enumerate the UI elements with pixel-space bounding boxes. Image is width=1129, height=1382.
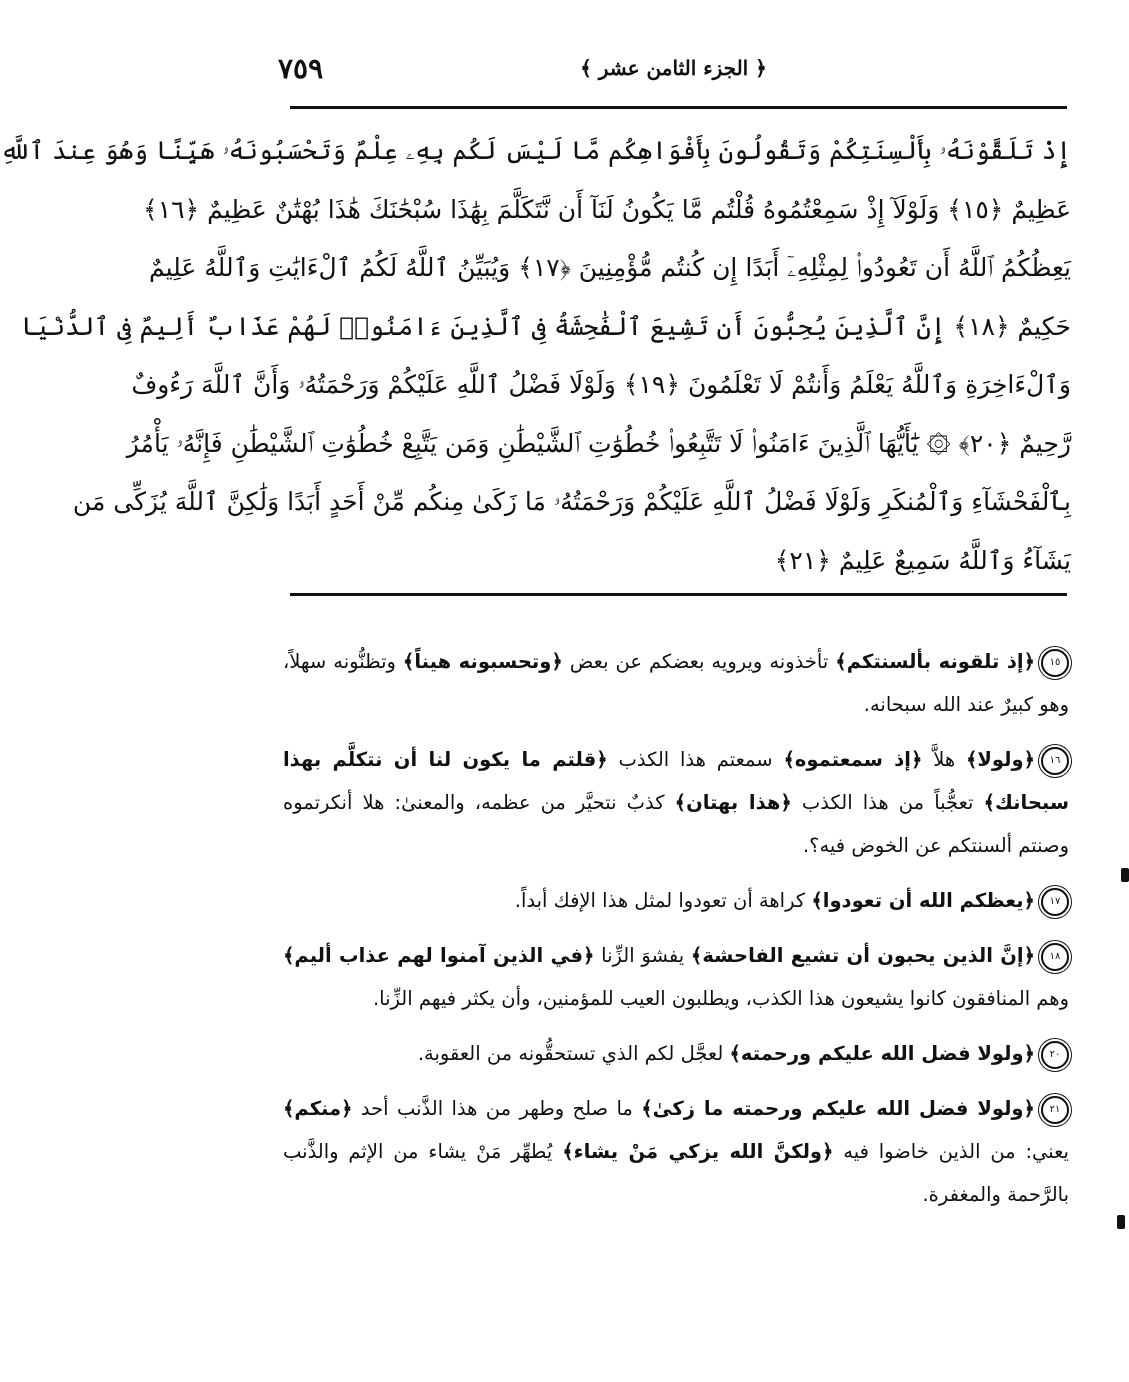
quoted-verse-text: ﴿إذ سمعتموه﴾ [783,748,923,771]
commentary-text: وهم المنافقون كانوا يشيعون هذا الكذب، ويطلبون العيب للمؤمنين، وأن يكثر فيهم الزِّنا. [372,987,1069,1010]
running-title: ﴿ الجزء الثامن عشر ﴾ [580,56,767,80]
quran-line: حَكِيمٌ ﴿١٨﴾ إِنَّ ٱلَّذِينَ يُحِبُّونَ أَن تَشِيعَ ٱلْفَٰحِشَةُ فِى ٱلَّذِينَ ءَامَنُوا۟ لَهُمْ عَذَابٌ أَلِيمٌ فِى ٱلدُّنْيَا [21,311,1071,341]
quoted-verse-text: ﴿يعظكم الله أن تعودوا﴾ [811,889,1035,912]
commentary-text: كراهة أن تعودوا لمثل هذا الإفك أبداً. [514,889,812,912]
margin-mark [1117,1215,1125,1229]
commentary-text: ما صلح وطهر من هذا الذَّنب أحد [352,1097,642,1120]
quoted-verse-text: ﴿في الذين آمنوا لهم عذاب أليم﴾ [283,944,595,967]
commentary-text: وتظنُّونه سهلاً، وهو كبيرٌ عند الله سبحانه. [283,650,1069,716]
page-header [278,52,1069,92]
verse-number-badge: ١٧ [1041,888,1069,916]
quoted-verse-text: ﴿وتحسبونه هيناً﴾ [402,650,563,673]
commentary-text: يُطهِّر مَنْ يشاء من الإثم والذَّنب بالرَّحمة والمغفرة. [283,1140,1069,1206]
tafsir-entry [283,640,1069,726]
quoted-verse-text: ﴿هذا بهتان﴾ [674,791,792,814]
tafsir-entry [283,738,1069,867]
verse-number-badge: ١٦ [1041,747,1069,775]
section-divider [290,593,1067,596]
quoted-verse-text: ﴿إذ تلقونه بألسنتكم﴾ [835,650,1036,673]
commentary-text: يفشوَ الزِّنا [594,944,691,967]
commentary-text: كذبٌ نتحيَّر من عظمه، والمعنىٰ: هلا أنكرتموه وصنتم ألسنتكم عن الخوض فيه؟. [283,791,1069,857]
tafsir-entry [283,1032,1069,1075]
quoted-verse-text: ﴿ولولا فضل الله عليكم ورحمته﴾ [729,1042,1035,1065]
header-divider [290,106,1067,109]
quran-line: إِذْ تَلَقَّوْنَهُۥ بِأَلْسِنَتِكُمْ وَتَقُولُونَ بِأَفْوَاهِكُم مَّا لَيْسَ لَكُم بِهِۦ عِلْمٌ وَتَحْسَبُونَهُۥ هَيِّنًا وَهُوَ عِندَ ٱللَّهِ [0,136,1071,165]
quran-text-block [0,122,1071,590]
quoted-verse-text: ﴿منكم﴾ [283,1097,353,1120]
verse-number-badge: ١٥ [1041,649,1069,677]
quran-line: وَٱلْءَاخِرَةِ وَٱللَّهُ يَعْلَمُ وَأَنتُمْ لَا تَعْلَمُونَ ﴿١٩﴾ وَلَوْلَا فَضْلُ ٱللَّهِ عَلَيْكُمْ وَرَحْمَتُهُۥ وَأَنَّ ٱللَّهَ رَءُوفٌ [131,370,1071,399]
quoted-verse-text: ﴿إنَّ الذين يحبون أن تشيع الفاحشة﴾ [690,944,1036,967]
tafsir-entry [283,1087,1069,1216]
commentary-text: تأخذونه ويرويه بعضكم عن بعض [562,650,836,673]
quran-line: رَّحِيمٌ ﴿٢٠﴾ ۞ يَٰٓأَيُّهَا ٱلَّذِينَ ءَامَنُوا۟ لَا تَتَّبِعُوا۟ خُطُوَٰتِ ٱلشَّيْطَٰنِ وَمَن يَتَّبِعْ خُطُوَٰتِ ٱلشَّيْطَٰنِ فَإِنَّهُۥ يَأْمُرُ [126,428,1071,458]
commentary-text: سمعتم هذا الكذب [607,748,784,771]
commentary-text: هلاَّ [922,748,966,771]
quoted-verse-text: ﴿قلتم ما يكون لنا أن نتكلَّم بهذا سبحانك﴾ [283,748,1070,814]
tafsir-block [283,640,1069,1228]
page-number: ٧٥٩ [278,52,324,85]
margin-mark [1121,868,1129,882]
commentary-text: يعني: من الذين خاضوا فيه [833,1140,1069,1163]
quoted-verse-text: ﴿ولولا فضل الله عليكم ورحمته ما زكىٰ﴾ [641,1097,1035,1120]
verse-number-badge: ٢٠ [1041,1041,1069,1069]
verse-number-badge: ٢١ [1041,1096,1069,1124]
quran-line: يَعِظُكُمُ ٱللَّهُ أَن تَعُودُوا۟ لِمِثْلِهِۦٓ أَبَدًا إِن كُنتُم مُّؤْمِنِينَ ﴿١٧﴾ وَيُبَيِّنُ ٱللَّهُ لَكُمُ ٱلْءَايَٰتِ وَٱللَّهُ عَلِيمٌ [148,253,1071,282]
quran-line: يَشَآءُ وَٱللَّهُ سَمِيعٌ عَلِيمٌ ﴿٢١﴾ [774,545,1071,575]
quoted-verse-text: ﴿ولكنَّ الله يزكي مَنْ يشاء﴾ [562,1140,834,1163]
quran-line: عَظِيمٌ ﴿١٥﴾ وَلَوْلَآ إِذْ سَمِعْتُمُوهُ قُلْتُم مَّا يَكُونُ لَنَآ أَن نَّتَكَلَّمَ بِهَٰذَا سُبْحَٰنَكَ هَٰذَا بُهْتَٰنٌ عَظِيمٌ ﴿١٦﴾ [143,194,1071,224]
commentary-text: تعجُّباً من هذا الكذب [791,791,984,814]
quran-line: بِٱلْفَحْشَآءِ وَٱلْمُنكَرِ وَلَوْلَا فَضْلُ ٱللَّهِ عَلَيْكُمْ وَرَحْمَتُهُۥ مَا زَكَىٰ مِنكُم مِّنْ أَحَدٍ أَبَدًا وَلَٰكِنَّ ٱللَّهَ يُزَكِّى مَن [72,487,1071,516]
verse-number-badge: ١٨ [1041,943,1069,971]
commentary-text: لعجَّل لكم الذي تستحقُّونه من العقوبة. [417,1042,730,1065]
quoted-verse-text: ﴿ولولا﴾ [965,748,1036,771]
tafsir-entry [283,879,1069,922]
tafsir-entry [283,934,1069,1020]
